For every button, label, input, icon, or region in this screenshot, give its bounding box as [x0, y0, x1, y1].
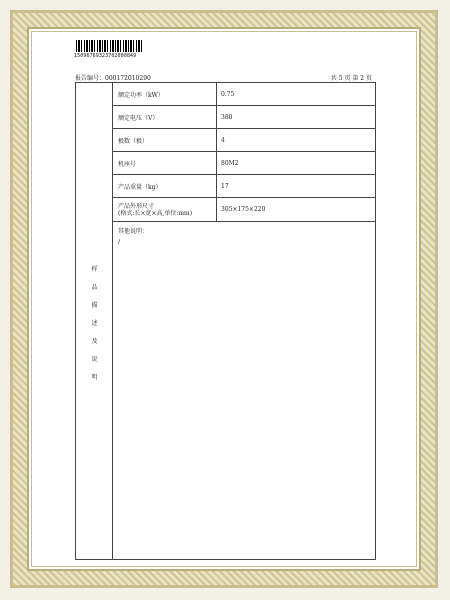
- other-remarks-label: 其他说明：: [118, 228, 149, 235]
- row-label: [113, 198, 217, 221]
- barcode-number: 15096769323702000849: [74, 53, 137, 59]
- row-value: 4: [221, 136, 225, 144]
- section-label-char: 说: [91, 356, 98, 363]
- row-label: 极数（极）: [113, 129, 217, 151]
- row-value: 0.75: [221, 90, 235, 98]
- section-label-column: [76, 83, 113, 559]
- section-label-char: 品: [91, 284, 98, 291]
- row-label: 产品重量（kg）: [113, 175, 217, 197]
- row-value: 17: [221, 182, 229, 190]
- row-value: 80M2: [221, 159, 239, 167]
- barcode: [76, 40, 142, 52]
- sample-description-table: [75, 82, 376, 560]
- report-number-value: 000172010290: [105, 75, 151, 82]
- report-number: [75, 73, 151, 82]
- table-row: [113, 129, 375, 152]
- row-label: 额定电压（V）: [113, 106, 217, 128]
- table-row: [113, 152, 375, 175]
- table-rows: [113, 83, 375, 248]
- row-label: 额定功率（kW）: [113, 83, 217, 105]
- row-label-line2: (格式:长×宽×高,单位:mm): [118, 209, 193, 217]
- section-label-char: 述: [91, 320, 98, 327]
- other-remarks-value: /: [118, 239, 121, 246]
- section-label-char: 描: [91, 302, 98, 309]
- table-row: [113, 175, 375, 198]
- row-value: 380: [221, 113, 233, 121]
- row-label: 机座号: [113, 152, 217, 174]
- table-row: [113, 106, 375, 129]
- report-number-label: 报告编号：: [75, 75, 106, 82]
- section-label-char: 及: [91, 338, 98, 345]
- table-row: [113, 198, 375, 222]
- section-label-char: 明: [91, 374, 98, 381]
- row-value: 305×175×220: [221, 206, 266, 213]
- row-label-line1: 产品外形尺寸: [118, 202, 155, 210]
- section-label-char: 样: [91, 266, 98, 273]
- table-row: [113, 83, 375, 106]
- section-label: [76, 261, 113, 387]
- page-indicator: 共 5 页 第 2 页: [330, 75, 372, 82]
- other-remarks: [113, 222, 375, 248]
